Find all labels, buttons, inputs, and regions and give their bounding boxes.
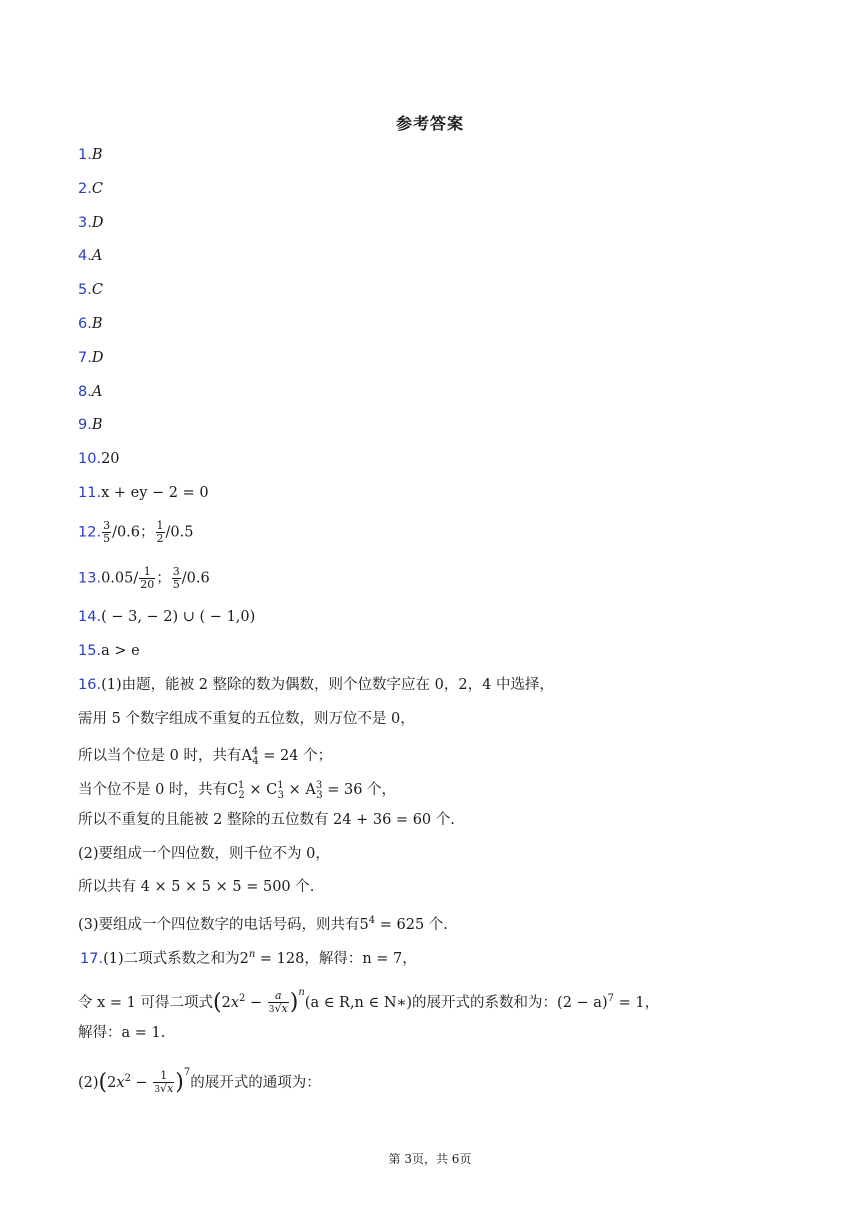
q16-line-7: 所以共有 4 × 5 × 5 × 5 = 500 个. xyxy=(78,879,315,895)
answer-7: 7.D xyxy=(78,350,104,366)
answer-9: 9.B xyxy=(78,417,103,433)
q16-line-4: 当个位不是 0 时，共有$C^1_2 \times C^1_3 \times A^3_3 = 36$ 个， xyxy=(78,780,397,801)
q16-line-5: 所以不重复的且能被 2 整除的五位数有 24 + 36 = 60 个. xyxy=(78,812,455,828)
fraction: $\frac{1}{20}$ xyxy=(140,565,155,591)
answer-2: 2.C xyxy=(78,181,103,197)
answer-15: 15.a > e xyxy=(78,643,140,659)
answer-13: 13.0.05/ $\frac{1}{20}$ ； $\frac{3}{5}$ /0.6 xyxy=(78,565,210,591)
page-footer: 第 3页，共 6页 xyxy=(388,1152,472,1166)
q17-line-1: 17.(1)二项式系数之和为$2^n = 128$，解得：n = 7， xyxy=(80,949,417,967)
fraction: $\frac{3}{5}$ xyxy=(103,519,111,545)
answer-11: 11.x + ey − 2 = 0 xyxy=(78,485,209,501)
answer-5: 5.C xyxy=(78,282,103,298)
q16-line-3: 所以当个位是 0 时，共有$A^4_4 = 24$ 个； xyxy=(78,746,333,767)
q17-line-2: 令 x = 1 可得二项式($2x^2$ − $\frac{a}{3√x}$ )$^n$(a ∈ R,n ∈ N∗)的展开式的系数和为：$(2 - a)^7 = 1$， xyxy=(78,987,660,1015)
q17-line-3: 解得：a = 1. xyxy=(78,1025,166,1041)
page-title: 参考答案 xyxy=(395,114,464,133)
q16-line-6: (2)要组成一个四位数，则千位不为 0， xyxy=(78,846,330,862)
answer-12: 12. $\frac{3}{5}$ /0.6； $\frac{1}{2}$ /0.5 xyxy=(78,519,194,545)
answer-8: 8.A xyxy=(78,384,103,400)
answer-6: 6.B xyxy=(78,316,103,332)
fraction: $\frac{3}{5}$ xyxy=(172,565,180,591)
q17-line-4: $(2)(2x^2$ − $\frac{1}{3√x}$ )$^7$的展开式的通项为： xyxy=(78,1067,321,1095)
answer-14: 14.( − 3, − 2) ∪ ( − 1,0) xyxy=(78,609,256,625)
fraction: $\frac{1}{2}$ xyxy=(156,519,164,545)
q16-line-8: (3)要组成一个四位数字的电话号码，则共有$5^4 = 625$ 个. xyxy=(78,915,448,933)
answer-4: 4.A xyxy=(78,248,103,264)
answer-3: 3.D xyxy=(78,215,104,231)
answer-1: 1.B xyxy=(78,147,103,163)
fraction: $\frac{1}{3√x}$ xyxy=(154,1069,174,1095)
answer-10: 10.20 xyxy=(78,451,120,467)
q16-line-1: 16.(1)由题，能被 2 整除的数为偶数，则个位数字应在 0，2，4 中选择， xyxy=(78,677,554,693)
fraction: $\frac{a}{3√x}$ xyxy=(268,989,288,1015)
q16-line-2: 需用 5 个数字组成不重复的五位数，则万位不是 0， xyxy=(78,711,415,727)
